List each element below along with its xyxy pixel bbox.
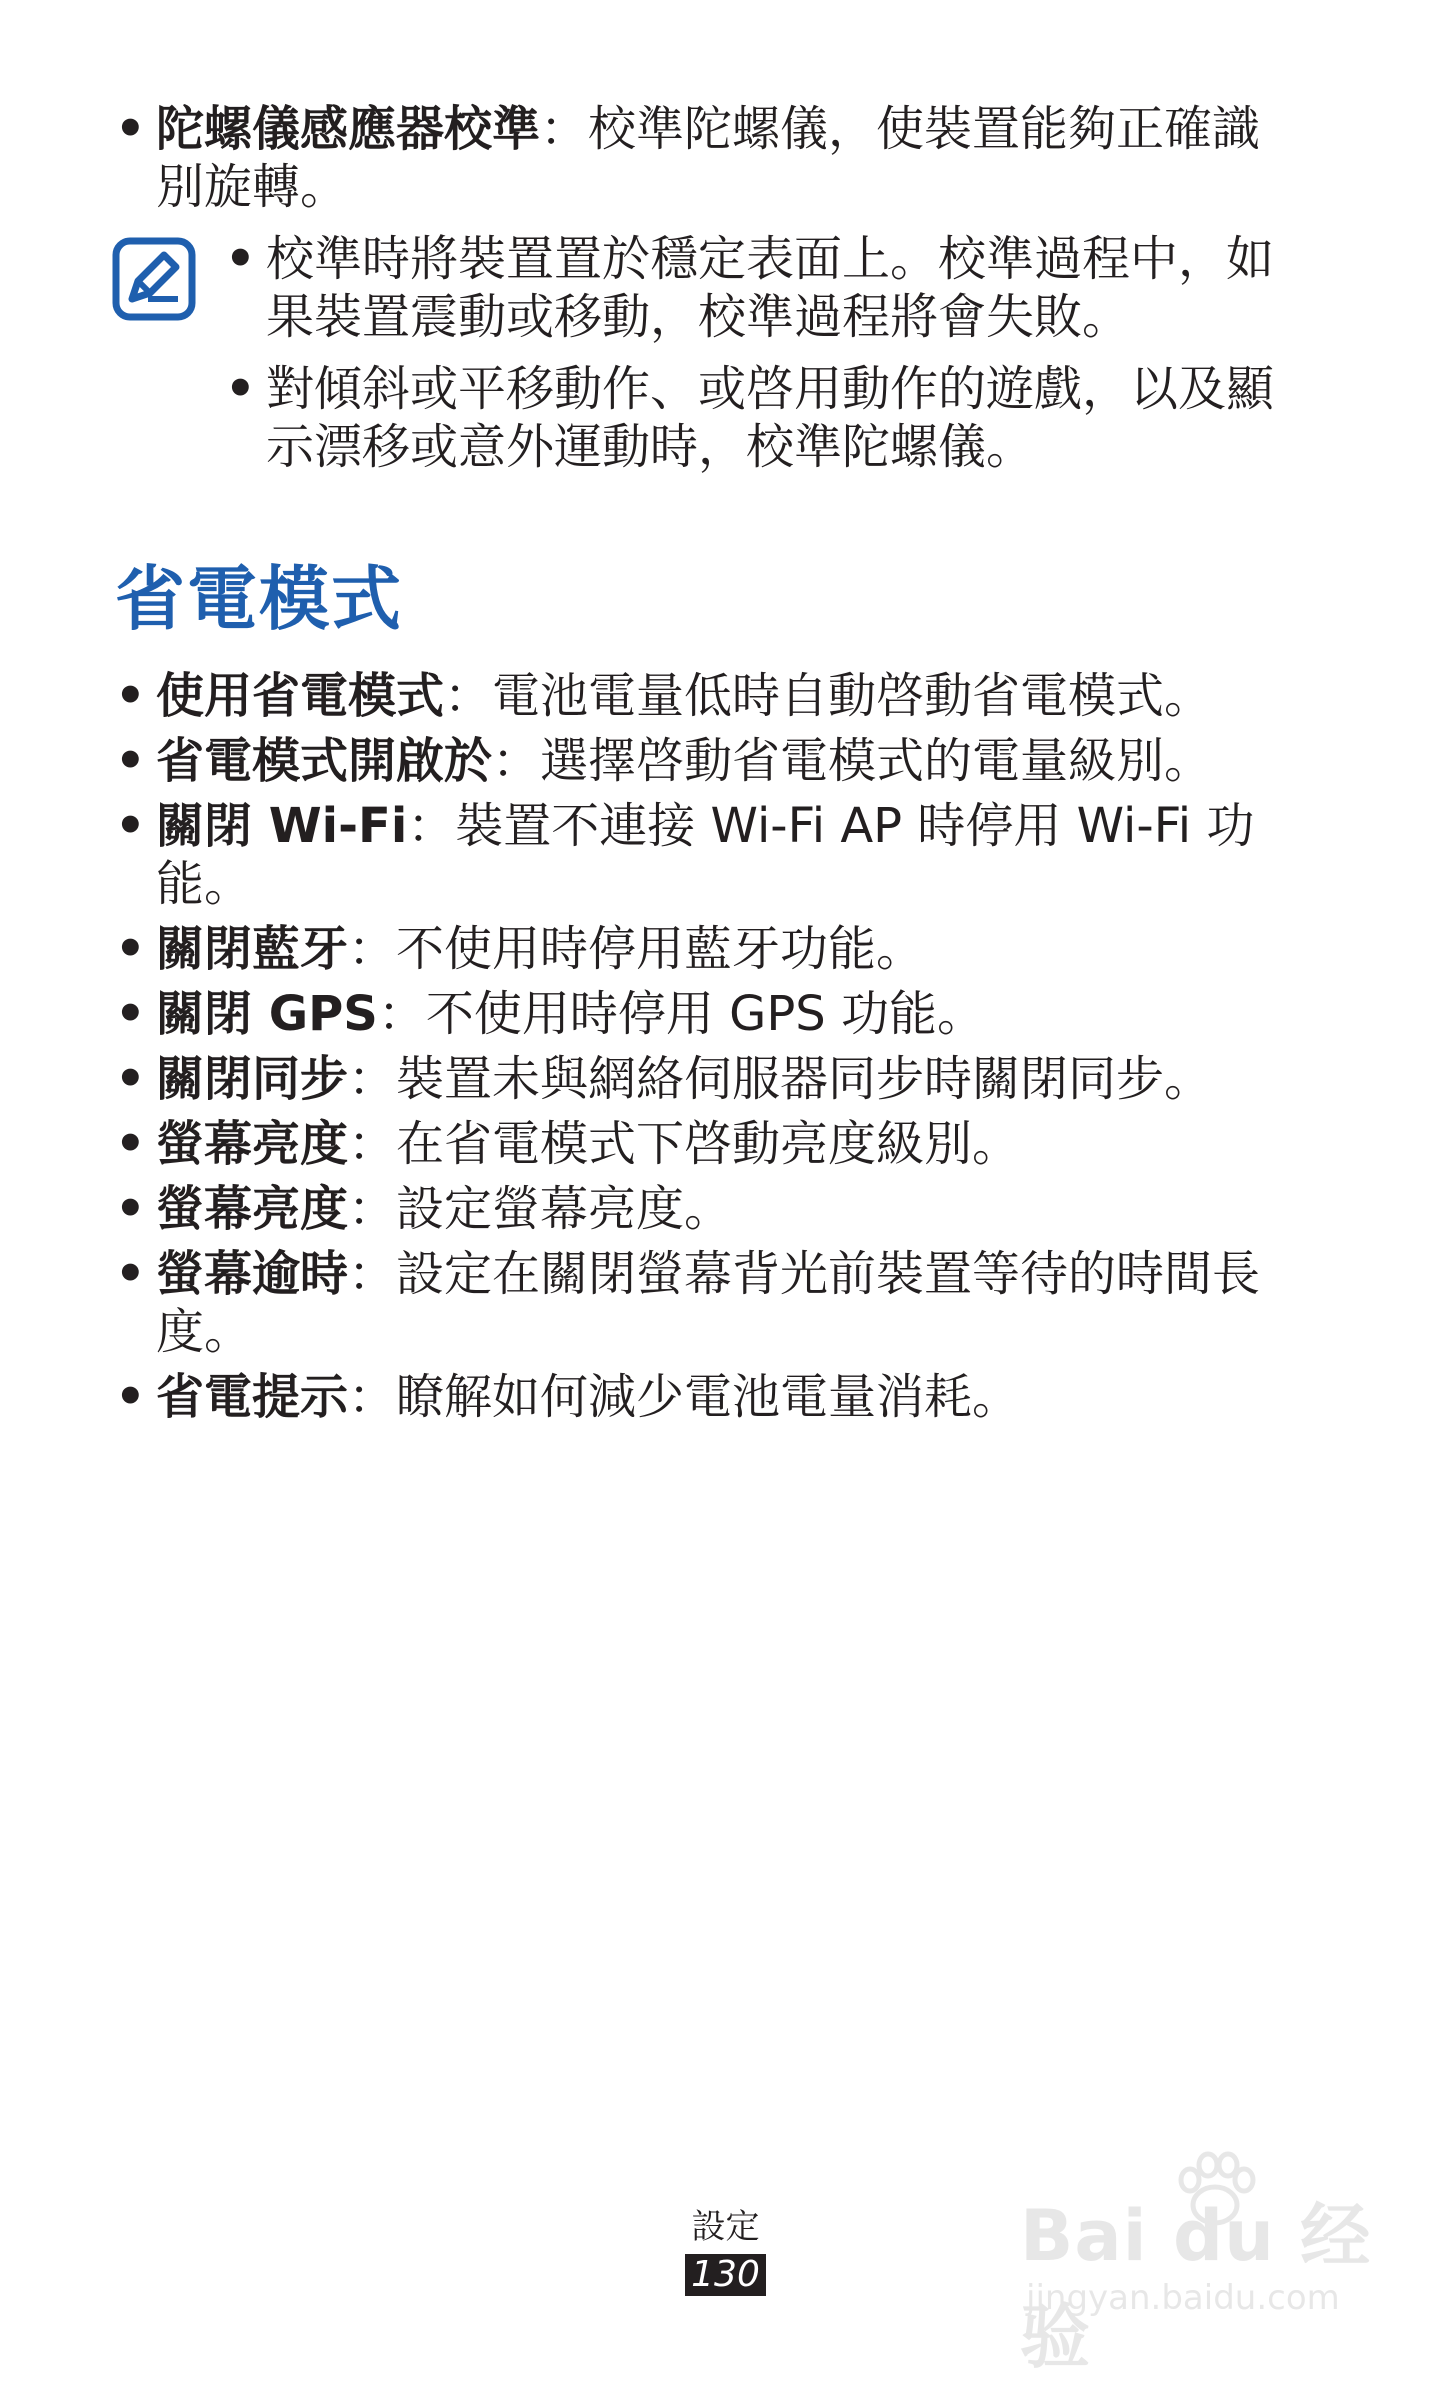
note-item — [225, 230, 1305, 346]
list-item — [115, 1245, 1295, 1361]
item-separator: ： — [348, 1246, 397, 1302]
list-item — [115, 1050, 1295, 1108]
item-separator: ： — [348, 1369, 397, 1425]
list-item — [115, 100, 1295, 216]
bullet: • — [115, 668, 146, 724]
item-text: 瞭解如何減少電池電量消耗。 — [396, 1369, 1021, 1425]
bullet: • — [115, 1116, 146, 1172]
bullet: • — [115, 921, 146, 977]
footer-page — [0, 2254, 1451, 2296]
item-separator: ： — [377, 986, 426, 1042]
item-term: 陀螺儀感應器校準 — [156, 101, 541, 157]
item-separator: ： — [540, 101, 589, 157]
note-pencil-icon — [112, 237, 196, 321]
bullet: • — [115, 1246, 146, 1302]
bullet: • — [115, 1369, 146, 1425]
section-title: 省電模式 — [115, 558, 403, 640]
bullet: • — [115, 1181, 146, 1237]
item-term: 省電提示 — [156, 1369, 349, 1425]
bullet: • — [225, 231, 256, 287]
bullet: • — [115, 733, 146, 789]
item-term: 螢幕逾時 — [156, 1246, 349, 1302]
item-term: 省電模式開啟於 — [156, 733, 493, 789]
item-term: 關閉 GPS — [156, 986, 378, 1042]
item-text: 選擇啓動省電模式的電量級別。 — [540, 733, 1213, 789]
item-term: 關閉 Wi-Fi — [156, 798, 408, 854]
item-term: 關閉同步 — [156, 1051, 349, 1107]
gyro-list — [115, 100, 1295, 216]
footer-section-name: 設定 — [691, 2207, 760, 2247]
note-item — [225, 360, 1305, 476]
list-item — [115, 1368, 1295, 1426]
item-term: 關閉藍牙 — [156, 921, 349, 977]
list-item — [115, 920, 1295, 978]
note-text: 校準時將裝置置於穩定表面上。校準過程中，如果裝置震動或移動，校準過程將會失敗。 — [266, 231, 1275, 345]
item-text: 不使用時停用藍牙功能。 — [396, 921, 925, 977]
item-term: 螢幕亮度 — [156, 1181, 349, 1237]
item-separator: ： — [348, 1181, 397, 1237]
item-separator: ： — [444, 668, 493, 724]
bullet: • — [115, 1051, 146, 1107]
item-text: 在省電模式下啓動亮度級別。 — [396, 1116, 1021, 1172]
list-item — [115, 985, 1295, 1043]
power-saving-list — [115, 667, 1295, 1426]
item-term: 螢幕亮度 — [156, 1116, 349, 1172]
watermark-brand: Bai du 经验 — [1020, 2195, 1372, 2378]
item-text: 不使用時停用 GPS 功能。 — [425, 986, 986, 1042]
item-text: 設定螢幕亮度。 — [396, 1181, 733, 1237]
item-separator: ： — [348, 1051, 397, 1107]
list-item — [115, 1115, 1295, 1173]
list-item — [115, 1180, 1295, 1238]
item-separator: ： — [492, 733, 541, 789]
item-text: 校準陀螺儀，使裝置能夠正確識別旋轉。 — [156, 101, 1261, 215]
note-list — [225, 230, 1305, 476]
item-text: 電池電量低時自動啓動省電模式。 — [492, 668, 1213, 724]
list-item — [115, 732, 1295, 790]
list-item — [115, 667, 1295, 725]
item-text: 設定在關閉螢幕背光前裝置等待的時間長度。 — [156, 1246, 1261, 1360]
page-number: 130 — [685, 2254, 766, 2296]
item-text: 裝置不連接 Wi-Fi AP 時停用 Wi-Fi 功能。 — [156, 798, 1255, 912]
bullet: • — [115, 101, 146, 157]
watermark-url: jingyan.baidu.com — [1026, 2278, 1340, 2318]
note-text: 對傾斜或平移動作、或啓用動作的遊戲，以及顯示漂移或意外運動時，校準陀螺儀。 — [266, 361, 1275, 475]
bullet: • — [225, 361, 256, 417]
item-term: 使用省電模式 — [156, 668, 445, 724]
item-separator: ： — [348, 1116, 397, 1172]
item-separator: ： — [348, 921, 397, 977]
item-separator: ： — [407, 798, 456, 854]
bullet: • — [115, 986, 146, 1042]
list-item — [115, 797, 1295, 913]
bullet: • — [115, 798, 146, 854]
item-text: 裝置未與網絡伺服器同步時關閉同步。 — [396, 1051, 1213, 1107]
